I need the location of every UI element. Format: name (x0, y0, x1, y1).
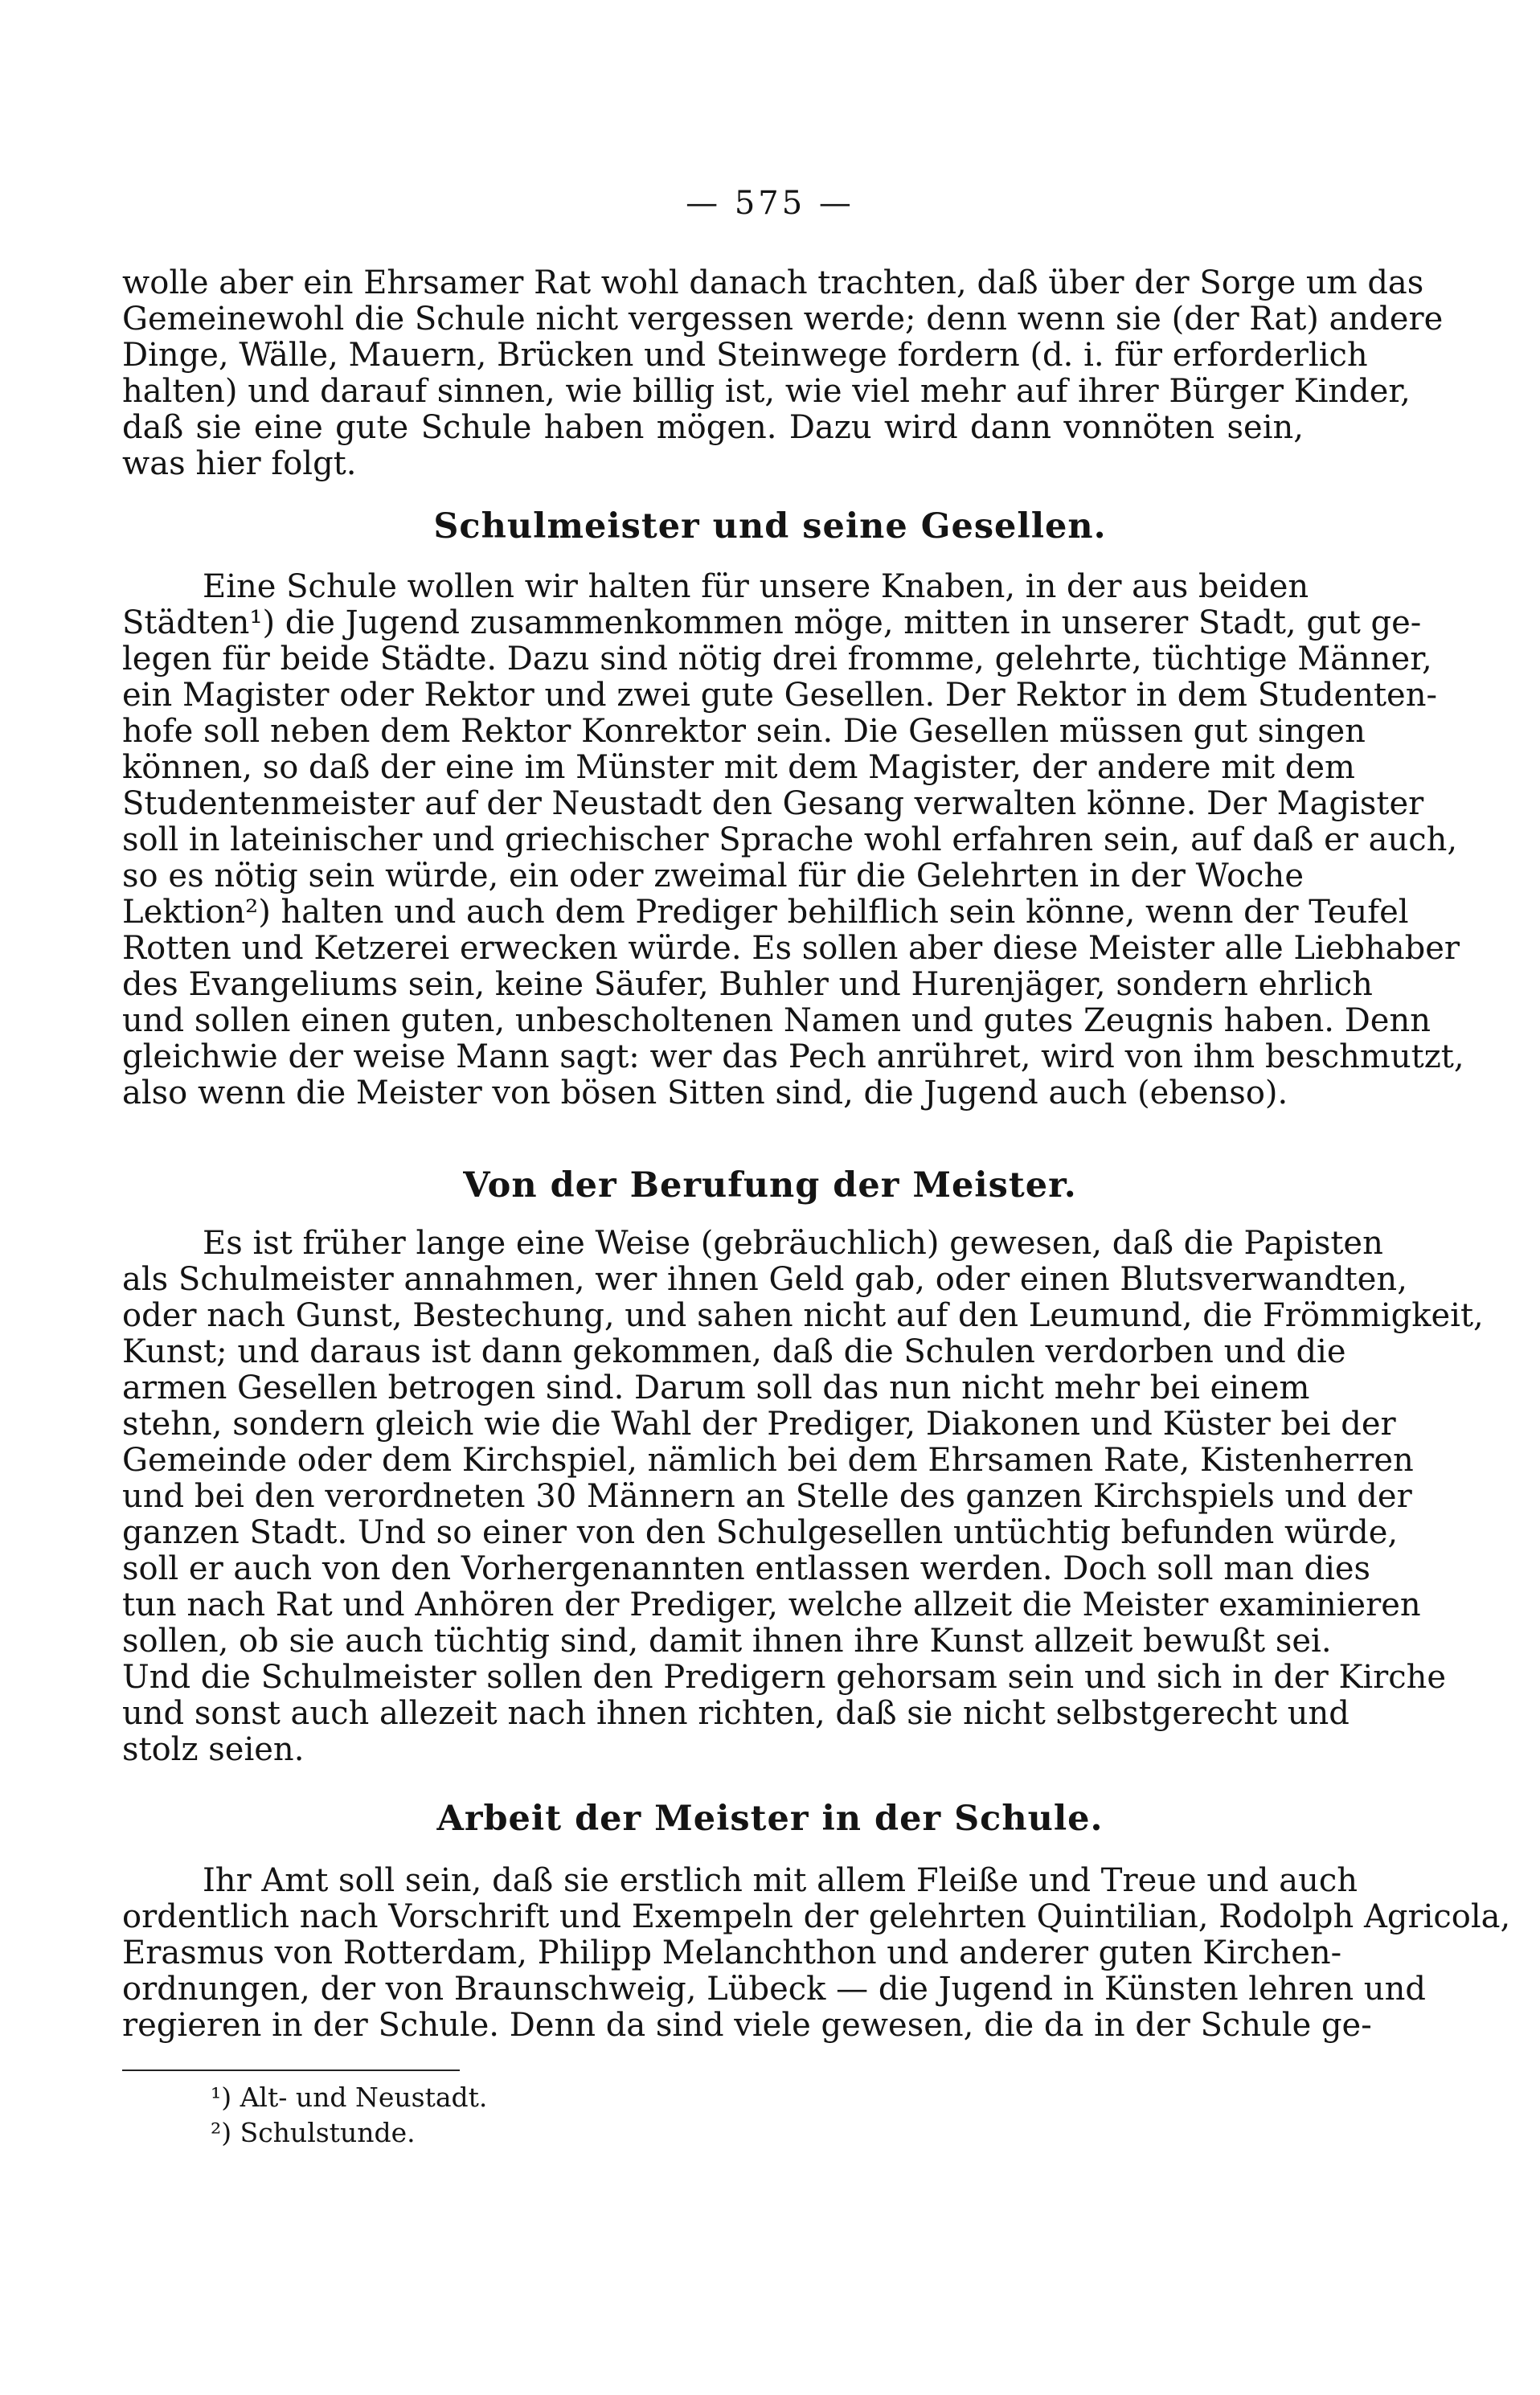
text-line: gleichwie der weise Mann sagt: wer das Pech anrühret, wird von ihm beschmutzt, (122, 1038, 1464, 1075)
text-line: Studentenmeister auf der Neustadt den Gesang verwalten könne. Der Magister (122, 785, 1424, 822)
text-line: tun nach Rat und Anhören der Prediger, welche allzeit die Meister examinieren (122, 1586, 1421, 1623)
intro-paragraph (122, 264, 1444, 482)
footnote-divider (122, 2070, 460, 2071)
footnote-2: ²) Schulstunde. (211, 2117, 416, 2148)
text-line: Kunst; und daraus ist dann gekommen, daß die Schulen verdorben und die (122, 1333, 1346, 1370)
text-line: und bei den verordneten 30 Männern an Stelle des ganzen Kirchspiels und der (122, 1478, 1412, 1515)
text-line: stehn, sondern gleich wie die Wahl der Prediger, Diakonen und Küster bei der (122, 1406, 1396, 1443)
section-heading-schulmeister: Schulmeister und seine Gesellen. (433, 506, 1107, 547)
text-line: legen für beide Städte. Dazu sind nötig drei fromme, gelehrte, tüchtige Männer, (122, 641, 1432, 678)
text-line: Ihr Amt soll sein, daß sie erstlich mit allem Fleiße und Treue und auch (203, 1862, 1358, 1899)
footnotes (211, 2080, 487, 2151)
text-line: regieren in der Schule. Denn da sind viele gewesen, die da in der Schule ge- (122, 2007, 1372, 2044)
text-line: was hier folgt. (122, 445, 357, 482)
text-line: stolz seien. (122, 1731, 305, 1768)
text-line: und sonst auch allezeit nach ihnen richten, daß sie nicht selbstgerecht und (122, 1695, 1350, 1732)
section-heading-berufung: Von der Berufung der Meister. (463, 1165, 1077, 1206)
text-line: also wenn die Meister von bösen Sitten sind, die Jugend auch (ebenso). (122, 1075, 1288, 1112)
section-paragraph-arbeit (122, 1862, 1511, 2044)
text-line: Erasmus von Rotterdam, Philipp Melanchthon und anderer guten Kirchen- (122, 1934, 1342, 1971)
text-line: Dinge, Wälle, Mauern, Brücken und Steinwege fordern (d. i. für erforderlich (122, 337, 1368, 374)
text-line: soll er auch von den Vorhergenannten entlassen werden. Doch soll man dies (122, 1550, 1371, 1587)
text-line: ganzen Stadt. Und so einer von den Schulgesellen untüchtig befunden würde, (122, 1514, 1399, 1551)
text-line: Gemeinde oder dem Kirchspiel, nämlich bei dem Ehrsamen Rate, Kistenherren (122, 1442, 1414, 1479)
text-line: und sollen einen guten, unbescholtenen Namen und gutes Zeugnis haben. Denn (122, 1002, 1431, 1039)
text-line: daß sie eine gute Schule haben mögen. Dazu wird dann vonnöten sein, (122, 409, 1304, 446)
page-number: — 575 — (686, 185, 854, 222)
text-line: halten) und darauf sinnen, wie billig ist, wie viel mehr auf ihrer Bürger Kinder, (122, 373, 1411, 410)
footnote-1: ¹) Alt- und Neustadt. (211, 2082, 488, 2113)
text-line: als Schulmeister annahmen, wer ihnen Geld gab, oder einen Blutsverwandten, (122, 1261, 1407, 1298)
text-line: armen Gesellen betrogen sind. Darum soll das nun nicht mehr bei einem (122, 1369, 1310, 1406)
text-line: hofe soll neben dem Rektor Konrektor sein. Die Gesellen müssen gut singen (122, 713, 1366, 750)
text-line: Eine Schule wollen wir halten für unsere Knaben, in der aus beiden (203, 568, 1309, 605)
text-line: Lektion²) halten und auch dem Prediger behilflich sein könne, wenn der Teufel (122, 894, 1409, 931)
text-line: des Evangeliums sein, keine Säufer, Buhler und Hurenjäger, sondern ehrlich (122, 966, 1373, 1003)
text-line: können, so daß der eine im Münster mit dem Magister, der andere mit dem (122, 749, 1355, 786)
text-line: oder nach Gunst, Bestechung, und sahen nicht auf den Leumund, die Frömmigkeit, (122, 1297, 1484, 1334)
text-line: sollen, ob sie auch tüchtig sind, damit ihnen ihre Kunst allzeit bewußt sei. (122, 1623, 1332, 1660)
text-line: Städten¹) die Jugend zusammenkommen möge, mitten in unserer Stadt, gut ge- (122, 604, 1422, 641)
text-line: soll in lateinischer und griechischer Sprache wohl erfahren sein, auf daß er auch, (122, 821, 1458, 858)
text-line: so es nötig sein würde, ein oder zweimal für die Gelehrten in der Woche (122, 858, 1304, 895)
section-paragraph-schulmeister (122, 568, 1464, 1112)
text-line: ordentlich nach Vorschrift und Exempeln der gelehrten Quintilian, Rodolph Agricola, (122, 1898, 1511, 1935)
text-line: ordnungen, der von Braunschweig, Lübeck — die Jugend in Künsten lehren und (122, 1971, 1426, 2008)
text-line: Und die Schulmeister sollen den Predigern gehorsam sein und sich in der Kirche (122, 1659, 1447, 1696)
text-line: Es ist früher lange eine Weise (gebräuchlich) gewesen, daß die Papisten (203, 1225, 1383, 1262)
section-paragraph-berufung (122, 1225, 1484, 1768)
text-line: Rotten und Ketzerei erwecken würde. Es sollen aber diese Meister alle Liebhaber (122, 930, 1460, 967)
text-line: wolle aber ein Ehrsamer Rat wohl danach trachten, daß über der Sorge um das (122, 264, 1424, 301)
text-line: ein Magister oder Rektor und zwei gute Gesellen. Der Rektor in dem Studenten- (122, 677, 1437, 714)
section-heading-arbeit: Arbeit der Meister in der Schule. (436, 1799, 1104, 1839)
text-line: Gemeinewohl die Schule nicht vergessen werde; denn wenn sie (der Rat) andere (122, 301, 1444, 338)
